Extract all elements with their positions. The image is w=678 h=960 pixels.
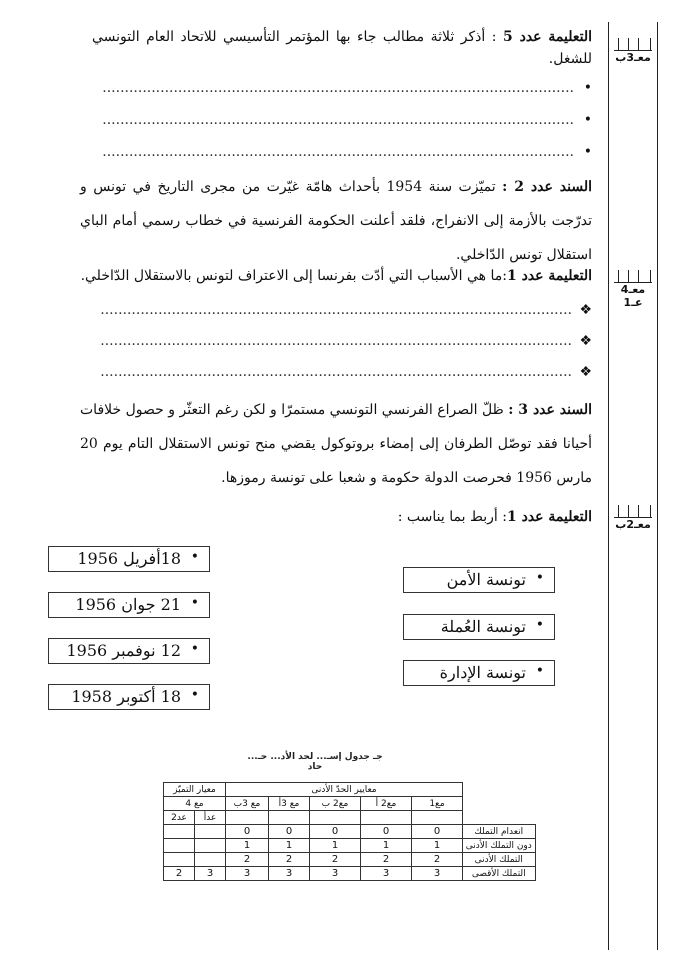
col-header: مع 4 <box>164 797 226 811</box>
table-caption: جـ جدول إسـ... لحد الأد... حـ... حاد <box>247 752 383 772</box>
item-text: تونسة الأمن <box>446 570 526 589</box>
table-cell <box>195 853 226 867</box>
grading-column-border <box>608 22 609 950</box>
item-bullet: • <box>535 570 544 586</box>
answer-diamond: ❖ <box>579 302 592 318</box>
document-2-text: تميّزت سنة 1954 بأحداث هامّة غيّرت من مجرى التاريخ في تونس و تدرّجت بالأزمة إلى الانفراج، فلقد أعلنت الحكومة الفرنسية في خطاب رسمي أمام الباي استقلال تونس الدّاخلي. <box>80 179 592 263</box>
table-cell: 2 <box>269 853 310 867</box>
empty-cell <box>226 811 269 825</box>
question-1a-text: :ما هي الأسباب التي أدّت بفرنسا إلى الاعتراف لتونس بالاستقلال الدّاخلي. <box>80 268 507 284</box>
question-1a <box>77 265 592 287</box>
col-header: مع2 ب <box>310 797 361 811</box>
date-bullet: • <box>190 687 199 703</box>
table-row <box>164 839 536 853</box>
table-cell: 0 <box>226 825 269 839</box>
answer-line-1[interactable] <box>86 80 592 102</box>
table-cell <box>164 853 195 867</box>
page-border <box>657 22 658 950</box>
item-box-3[interactable] <box>403 660 555 686</box>
table-corner <box>463 797 536 811</box>
table-corner <box>463 811 536 825</box>
answer-dots: .......................................................................................................... <box>100 364 572 380</box>
empty-cell <box>269 811 310 825</box>
table-cell: 3 <box>310 867 361 881</box>
table-row <box>164 825 536 839</box>
item-box-2[interactable] <box>403 614 555 640</box>
answer-line-2[interactable] <box>86 112 592 134</box>
table-row <box>164 783 536 797</box>
item-box-1[interactable] <box>403 567 555 593</box>
row-label: دون التملك الأدنى <box>463 839 536 853</box>
date-bullet: • <box>190 641 199 657</box>
date-bullet: • <box>190 549 199 565</box>
col-header: مع1 <box>412 797 463 811</box>
empty-cell <box>412 811 463 825</box>
date-text: 21 جوان 1956 <box>75 595 181 614</box>
grade-box-1 <box>612 38 654 64</box>
min-criteria-header: معايير الحدّ الأدنى <box>226 783 463 797</box>
question-1a-label: التعليمة عدد 1 <box>506 268 592 284</box>
date-box-3[interactable] <box>48 638 210 664</box>
table-cell: 2 <box>164 867 195 881</box>
table-cell: 2 <box>310 853 361 867</box>
empty-cell <box>361 811 412 825</box>
answer-diamond: ❖ <box>579 364 592 380</box>
date-text: 12 نوفمبر 1956 <box>66 641 181 660</box>
answer-bullet: • <box>583 144 592 160</box>
exc-col-header: عد2 <box>164 811 195 825</box>
question-1b-text: : أربط بما يناسب : <box>397 509 507 525</box>
col-header: مع 3ب <box>226 797 269 811</box>
answer-line-6[interactable] <box>86 364 592 386</box>
row-label: انعدام التملك <box>463 825 536 839</box>
table-row <box>164 811 536 825</box>
table-cell: 0 <box>310 825 361 839</box>
grade-box-2 <box>612 270 654 309</box>
exc-col-header: عدأ <box>195 811 226 825</box>
item-text: تونسة الإدارة <box>439 663 526 682</box>
answer-line-3[interactable] <box>86 144 592 166</box>
row-label: التملك الأدنى <box>463 853 536 867</box>
question-5-text: : أذكر ثلاثة مطالب جاء بها المؤتمر التأسيسي للاتحاد العام التونسي للشغل. <box>92 29 592 67</box>
table-cell: 1 <box>310 839 361 853</box>
answer-diamond: ❖ <box>579 333 592 349</box>
grade-label-2b: عـ1 <box>623 296 643 309</box>
table-row <box>164 853 536 867</box>
question-5 <box>92 26 592 70</box>
answer-bullet: • <box>583 80 592 96</box>
table-cell: 0 <box>361 825 412 839</box>
grade-label-3: معـ2ب <box>615 518 651 531</box>
date-box-1[interactable] <box>48 546 210 572</box>
row-label: التملك الأقصى <box>463 867 536 881</box>
table-cell: 3 <box>226 867 269 881</box>
document-2 <box>80 170 592 272</box>
table-row <box>164 797 536 811</box>
table-cell: 0 <box>269 825 310 839</box>
answer-line-5[interactable] <box>86 333 592 355</box>
table-cell: 3 <box>269 867 310 881</box>
criteria-table <box>163 782 536 881</box>
table-cell: 2 <box>412 853 463 867</box>
date-box-2[interactable] <box>48 592 210 618</box>
answer-dots: .......................................................................................................... <box>102 112 574 128</box>
table-corner <box>463 783 536 797</box>
table-cell: 1 <box>269 839 310 853</box>
table-cell: 1 <box>412 839 463 853</box>
answer-dots: .......................................................................................................... <box>100 302 572 318</box>
document-3-label: السند عدد 3 : <box>508 402 592 418</box>
item-bullet: • <box>535 617 544 633</box>
table-cell: 3 <box>195 867 226 881</box>
grade-label-1: معـ3ب <box>615 51 651 64</box>
col-header: مع2 أ <box>361 797 412 811</box>
question-1b-label: التعليمة عدد 1 <box>506 509 592 525</box>
empty-cell <box>310 811 361 825</box>
table-cell: 0 <box>412 825 463 839</box>
table-cell <box>164 825 195 839</box>
document-2-label: السند عدد 2 : <box>502 179 592 195</box>
table-cell: 1 <box>361 839 412 853</box>
item-bullet: • <box>535 663 544 679</box>
document-3-text: ظلّ الصراع الفرنسي التونسي مستمرّا و لكن رغم التعثّر و حصول خلافات أحيانا فقد توصّل الطرفان إلى إمضاء بروتوكول يقضي منح تونس الاستقلال التام يوم 20 مارس 1956 فحرصت الدولة حكومة و شعبا على تونسة رموزها. <box>80 402 592 486</box>
answer-dots: .......................................................................................................... <box>102 144 574 160</box>
date-bullet: • <box>190 595 199 611</box>
table-cell <box>195 839 226 853</box>
question-5-label: التعليمة عدد 5 <box>502 29 593 45</box>
table-cell: 1 <box>226 839 269 853</box>
table-cell <box>164 839 195 853</box>
table-cell: 2 <box>361 853 412 867</box>
table-cell <box>195 825 226 839</box>
answer-dots: .......................................................................................................... <box>100 333 572 349</box>
table-cell: 2 <box>226 853 269 867</box>
answer-bullet: • <box>583 112 592 128</box>
document-3 <box>80 393 592 495</box>
col-header: مع 3أ <box>269 797 310 811</box>
table-row <box>164 867 536 881</box>
date-box-4[interactable] <box>48 684 210 710</box>
item-text: تونسة العُملة <box>440 617 526 636</box>
question-1b <box>77 506 592 528</box>
excellence-header: معيار التميّز <box>164 783 226 797</box>
table-cell: 3 <box>361 867 412 881</box>
answer-line-4[interactable] <box>86 302 592 324</box>
grade-label-2a: معـ4 <box>620 283 646 296</box>
date-text: 18أفريل 1956 <box>77 549 181 568</box>
grade-box-3 <box>612 505 654 531</box>
table-cell: 3 <box>412 867 463 881</box>
answer-dots: .......................................................................................................... <box>102 80 574 96</box>
date-text: 18 أكتوبر 1958 <box>71 687 181 706</box>
